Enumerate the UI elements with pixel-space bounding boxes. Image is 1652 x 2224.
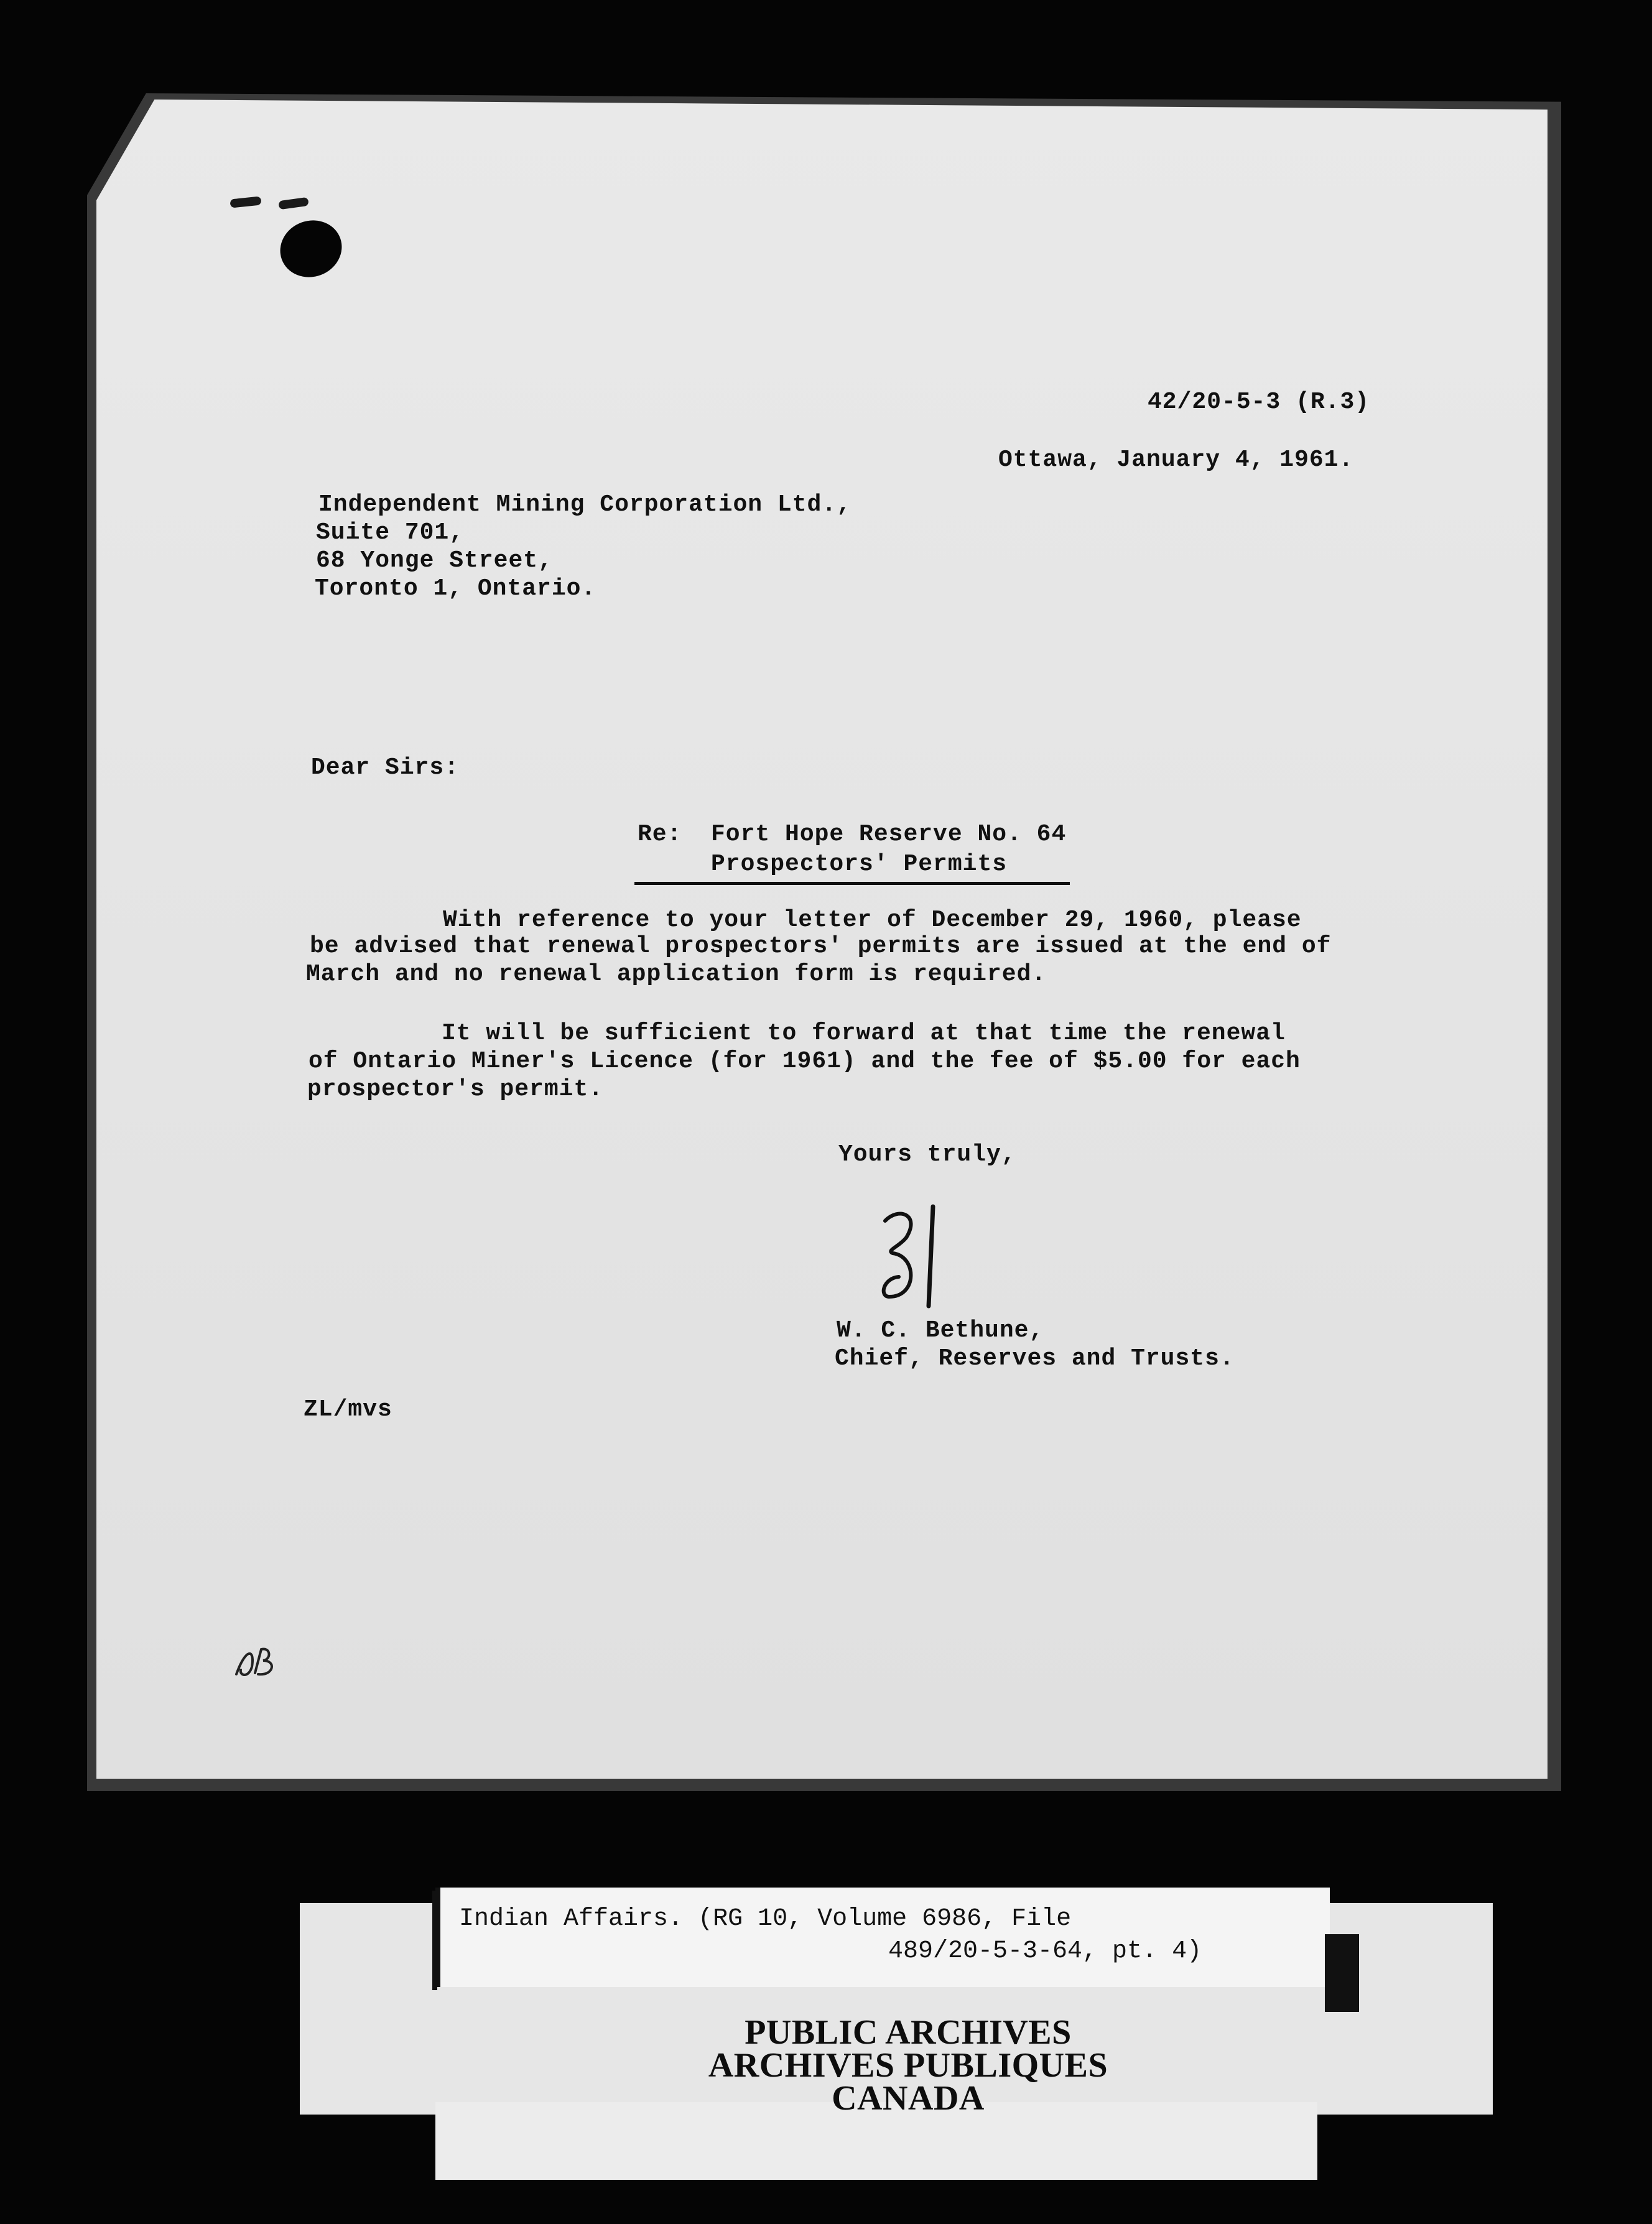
typist-initials: ZL/mvs xyxy=(304,1396,392,1423)
citation-line-2: 489/20-5-3-64, pt. 4) xyxy=(888,1937,1202,1965)
recipient-line: Suite 701, xyxy=(316,519,465,546)
archives-stamp-line-1: PUBLIC ARCHIVES xyxy=(745,2013,1072,2052)
citation-card xyxy=(435,1888,1330,1987)
paragraph-line: of Ontario Miner's Licence (for 1961) and the fee of $5.00 for each xyxy=(309,1048,1301,1075)
paragraph-line: It will be sufficient to forward at that time the renewal xyxy=(442,1020,1286,1047)
re-subject-line2: Prospectors' Permits xyxy=(711,851,1008,878)
recipient-line: Independent Mining Corporation Ltd., xyxy=(318,491,852,518)
archives-stamp-line-2: ARCHIVES PUBLIQUES xyxy=(708,2046,1108,2085)
paragraph-line: be advised that renewal prospectors' permits are issued at the end of xyxy=(310,933,1332,960)
recipient-line: Toronto 1, Ontario. xyxy=(315,575,596,602)
re-subject-line1: Fort Hope Reserve No. 64 xyxy=(711,821,1067,848)
signer-title: Chief, Reserves and Trusts. xyxy=(835,1345,1235,1372)
signer-name: W. C. Bethune, xyxy=(837,1317,1044,1344)
salutation: Dear Sirs: xyxy=(311,754,460,781)
paragraph-line: March and no renewal application form is required. xyxy=(306,961,1047,988)
subject-underline xyxy=(634,882,1070,885)
handwritten-signature xyxy=(874,1203,961,1315)
closing: Yours truly, xyxy=(838,1141,1016,1168)
place-date: Ottawa, January 4, 1961. xyxy=(998,447,1354,473)
archives-stamp-line-3: CANADA xyxy=(832,2079,985,2118)
citation-line-1: Indian Affairs. (RG 10, Volume 6986, File xyxy=(459,1905,1072,1933)
recipient-line: 68 Yonge Street, xyxy=(316,547,553,574)
label-edge xyxy=(1325,1934,1359,2012)
handwritten-initials xyxy=(233,1642,302,1679)
label-edge xyxy=(432,1891,437,1990)
paragraph-line: With reference to your letter of December 29, 1960, please xyxy=(443,907,1302,934)
re-label: Re: xyxy=(638,821,682,848)
paragraph-line: prospector's permit. xyxy=(307,1076,604,1103)
file-reference: 42/20-5-3 (R.3) xyxy=(1148,389,1370,415)
